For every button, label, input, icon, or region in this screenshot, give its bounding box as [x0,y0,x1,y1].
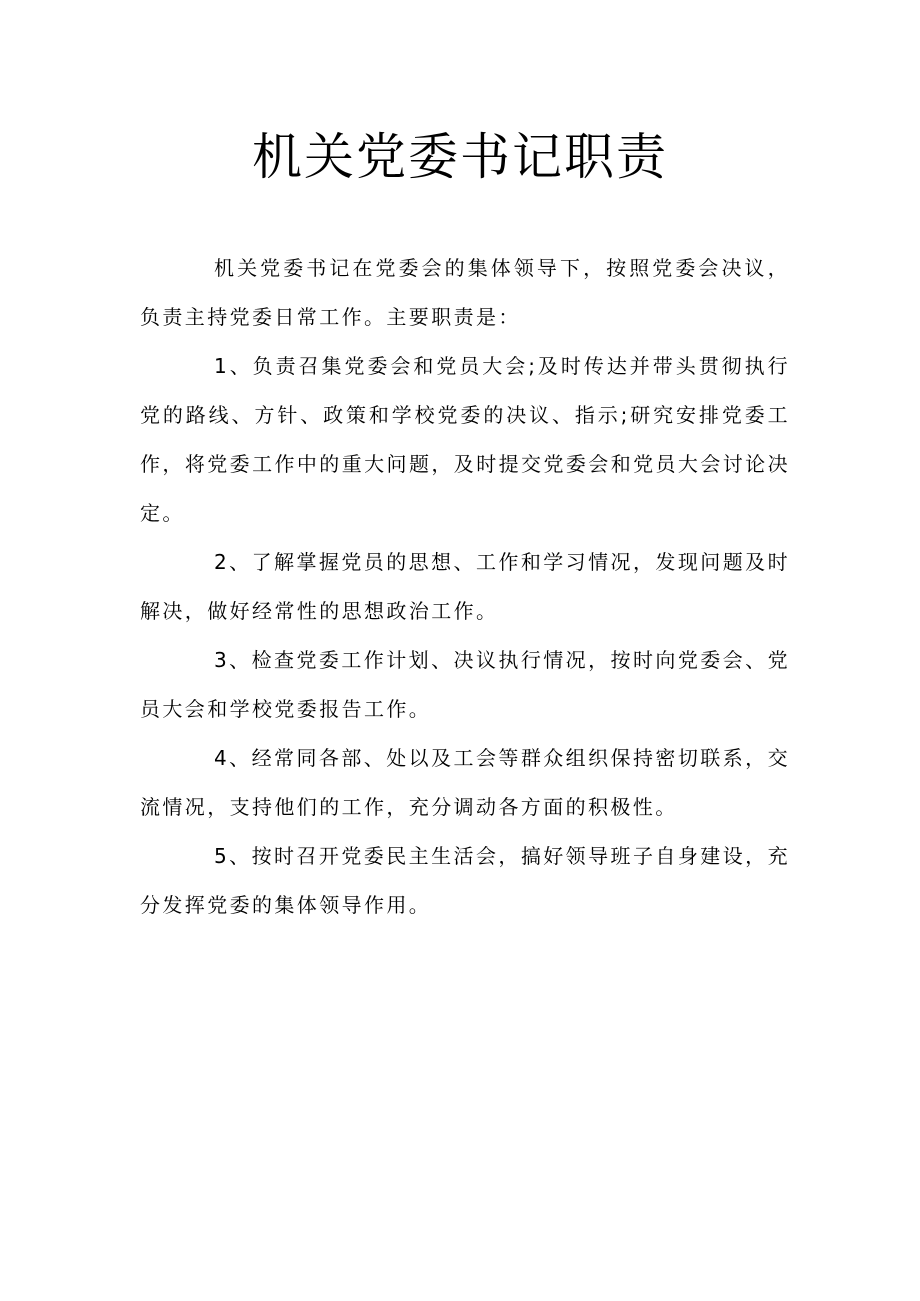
paragraph-duty-4: 4、经常同各部、处以及工会等群众组织保持密切联系，交流情况，支持他们的工作，充分调动各方面的积极性。 [140,746,790,819]
paragraph-duty-3: 3、检查党委工作计划、决议执行情况，按时向党委会、党员大会和学校党委报告工作。 [140,648,790,721]
document-title: 机关党委书记职责 [252,128,668,186]
paragraph-duty-1: 1、负责召集党委会和党员大会;及时传达并带头贯彻执行党的路线、方针、政策和学校党委的决议、指示;研究安排党委工作，将党委工作中的重大问题，及时提交党委会和党员大会讨论决定。 [140,354,790,525]
paragraph-intro: 机关党委书记在党委会的集体领导下，按照党委会决议，负责主持党委日常工作。主要职责是： [140,256,790,329]
paragraph-duty-5: 5、按时召开党委民主生活会，搞好领导班子自身建设，充分发挥党委的集体领导作用。 [140,844,790,917]
paragraph-duty-2: 2、了解掌握党员的思想、工作和学习情况，发现问题及时解决，做好经常性的思想政治工作。 [140,550,790,623]
document-body [140,244,790,930]
